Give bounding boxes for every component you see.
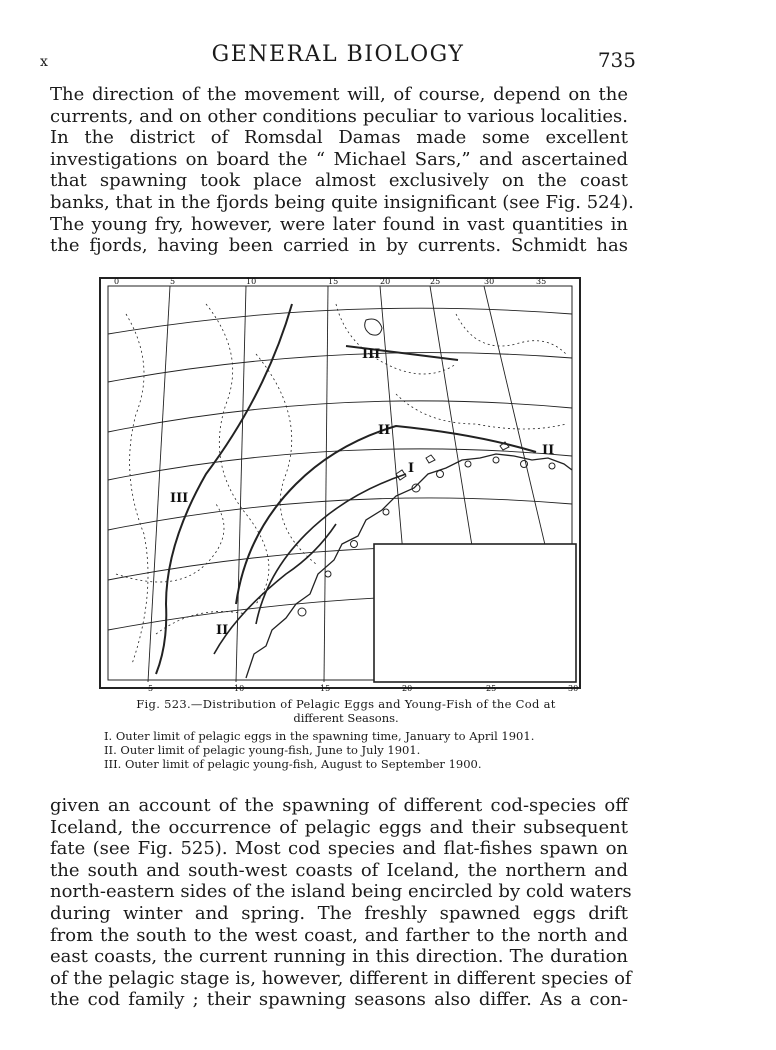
text-line: of the pelagic stage is, however, different in different species of (50, 967, 632, 989)
text-line: given an account of the spawning of different cod-species off (50, 795, 628, 816)
legend-item: I. Outer limit of pelagic eggs in the spawning time, January to April 1901. (104, 729, 535, 743)
text-line: The direction of the movement will, of course, depend on the (50, 84, 628, 105)
bottom-tick: 5 (148, 684, 154, 693)
top-tick: 0 (114, 277, 120, 286)
text-line: banks, that in the fjords being quite insignificant (see Fig. 524). (50, 191, 634, 213)
figure-caption (86, 697, 606, 771)
top-tick: 15 (328, 277, 339, 286)
bottom-tick: 15 (320, 684, 331, 693)
map-figure (96, 274, 584, 694)
bottom-tick: 30 (568, 684, 579, 693)
text-line: Iceland, the occurrence of pelagic eggs and their subsequent (50, 816, 628, 838)
running-title: GENERAL BIOLOGY (211, 42, 465, 67)
text-line: currents, and on other conditions peculiar to various localities. (50, 105, 628, 127)
map-svg (96, 274, 584, 694)
island-outline (365, 319, 382, 335)
text-line: the cod family ; their spawning seasons also differ. As a con- (50, 989, 628, 1011)
text-line: fate (see Fig. 525). Most cod species and flat-fishes spawn on (50, 838, 628, 860)
text-line: In the district of Romsdal Damas made some excellent (50, 127, 628, 149)
label-II-east: II (542, 443, 555, 458)
page-number: 735 (597, 48, 636, 72)
text-line: east coasts, the current running in this direction. The duration (50, 946, 628, 968)
caption-title: Fig. 523.—Distribution of Pelagic Eggs and Young-Fish of the Cod at (136, 697, 556, 711)
label-III-north: III (362, 347, 381, 362)
caption-subtitle: different Seasons. (293, 711, 399, 725)
label-I: I (408, 461, 415, 476)
legend-item: III. Outer limit of pelagic young-fish, August to September 1900. (104, 757, 482, 771)
top-tick: 35 (536, 277, 547, 286)
text-line: north-eastern sides of the island being encircled by cold waters (50, 881, 632, 903)
text-line: the fjords, having been carried in by currents. Schmidt has (50, 235, 628, 257)
top-tick: 30 (484, 277, 495, 286)
text-line: during winter and spring. The freshly spawned eggs drift (50, 902, 628, 924)
top-tick: 20 (380, 277, 391, 286)
inset-box (374, 544, 576, 682)
bottom-tick: 10 (234, 684, 245, 693)
text-line: that spawning took place almost exclusively on the coast (50, 170, 628, 192)
text-line: the south and south-west coasts of Iceland, the northern and (50, 859, 628, 881)
bottom-tick: 25 (486, 684, 497, 693)
paragraph-bottom (50, 795, 632, 1011)
text-line: The young fry, however, were later found in vast quantities in (50, 213, 628, 235)
label-III-west: III (170, 491, 189, 506)
bottom-tick: 20 (402, 684, 413, 693)
label-II-mid: II (378, 423, 391, 438)
top-tick: 5 (170, 277, 176, 286)
signature-mark: x (40, 54, 48, 70)
legend-item: II. Outer limit of pelagic young-fish, June to July 1901. (104, 743, 421, 757)
text-line: from the south to the west coast, and farther to the north and (50, 924, 628, 946)
paragraph-top (50, 84, 634, 257)
text-line: investigations on board the “ Michael Sars,” and ascertained (50, 148, 628, 170)
curve-II-lower (214, 524, 336, 654)
running-header (40, 42, 636, 76)
caption-legend (86, 729, 606, 771)
top-tick: 25 (430, 277, 441, 286)
label-II-lower: II (216, 623, 229, 638)
top-tick: 10 (246, 277, 257, 286)
